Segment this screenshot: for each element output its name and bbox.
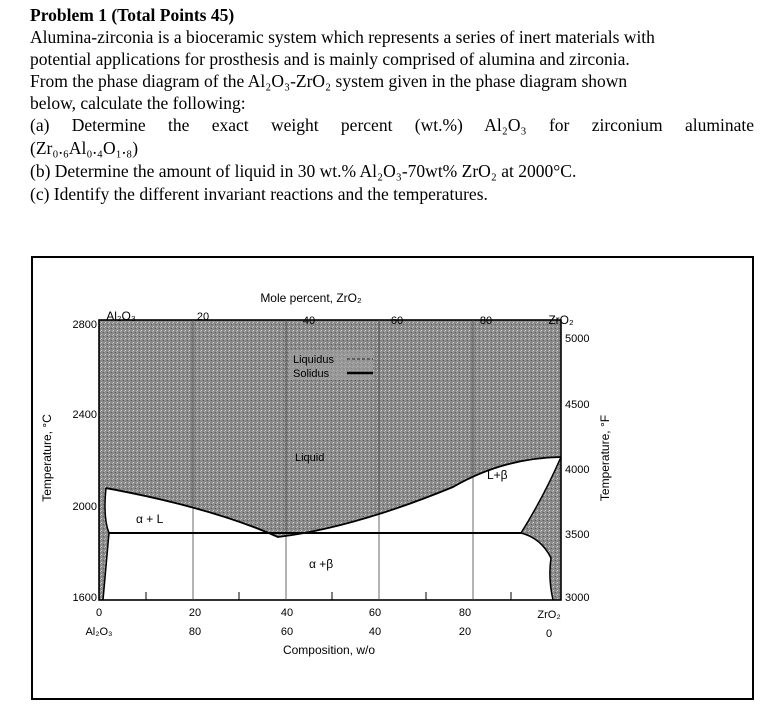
bottom-ticks <box>146 592 511 600</box>
y-right-tick: 3500 <box>565 529 590 541</box>
part-a-line2: (Zr₀.₆Al₀.₄O₁.₈) <box>30 138 139 158</box>
part-b: (b) Determine the amount of liquid in 30 wt.% Al₂O₃-70wt% ZrO₂ at 2000°C. <box>30 161 577 181</box>
part-c: (c) Identify the different invariant reactions and the temperatures. <box>30 184 488 204</box>
intro-line: Alumina-zirconia is a bioceramic system which represents a series of inert materials with <box>30 27 655 47</box>
top-tick: 20 <box>196 311 210 323</box>
y-right-tick: 5000 <box>565 333 590 345</box>
bottom-tick-lower: 40 <box>368 626 382 638</box>
x-axis-title: Composition, w/o <box>282 643 376 657</box>
legend-solidus: Solidus <box>293 368 330 380</box>
bottom-tick-lower: 60 <box>280 626 294 638</box>
bottom-right-upper: ZrO₂ <box>537 609 561 621</box>
top-right-end-label: ZrO₂ <box>548 313 574 327</box>
intro-line: From the phase diagram of the Al₂O₃-ZrO₂ system given in the phase diagram shown <box>30 71 628 91</box>
intro-line: potential applications for prosthesis and is mainly comprised of alumina and zirconia. <box>30 49 630 69</box>
bottom-tick-upper: 80 <box>458 607 472 619</box>
part-a-line1: (a) Determine the exact weight percent (wt.%) Al₂O₃ for zirconium aluminate <box>30 115 754 135</box>
y-left-tick: 1600 <box>72 592 97 604</box>
region-l-beta-label: L+β <box>487 468 508 482</box>
y-right-tick: 3000 <box>565 592 590 604</box>
y-left-tick: 2400 <box>72 409 97 421</box>
top-left-end-label: Al₂O₃ <box>106 309 136 323</box>
y-left-axis-title: Temperature, °C <box>40 414 54 502</box>
bottom-tick-lower: Al₂O₃ <box>85 626 113 638</box>
bottom-tick-upper: 40 <box>280 607 294 619</box>
legend-liquidus: Liquidus <box>293 354 334 366</box>
y-right-tick: 4000 <box>565 464 590 476</box>
phase-diagram <box>33 258 752 698</box>
bottom-tick-upper: 60 <box>368 607 382 619</box>
top-tick: 40 <box>302 315 316 327</box>
bottom-tick-lower: 80 <box>188 626 202 638</box>
y-right-axis-title: Temperature, °F <box>598 414 612 502</box>
region-liquid-label: Liquid <box>295 452 325 464</box>
region-alpha-l-label: α + L <box>136 512 164 526</box>
beta-region <box>521 457 561 600</box>
bottom-tick-upper: 20 <box>188 607 202 619</box>
phase-diagram-figure <box>31 256 754 700</box>
problem-statement <box>30 4 754 206</box>
top-tick: 60 <box>390 315 404 327</box>
y-left-tick: 2800 <box>72 319 97 331</box>
top-axis-title: Mole percent, ZrO₂ <box>260 291 362 305</box>
y-left-tick: 2000 <box>72 501 97 513</box>
region-alpha-beta-label: α +β <box>309 557 334 571</box>
bottom-right-lower: 0 <box>545 628 553 640</box>
problem-title: Problem 1 (Total Points 45) <box>30 5 235 25</box>
top-tick: 80 <box>479 315 493 327</box>
bottom-tick-upper: 0 <box>95 607 103 619</box>
y-right-tick: 4500 <box>565 399 590 411</box>
bottom-tick-lower: 20 <box>458 626 472 638</box>
intro-paragraph <box>30 26 754 114</box>
intro-line: below, calculate the following: <box>30 93 246 113</box>
